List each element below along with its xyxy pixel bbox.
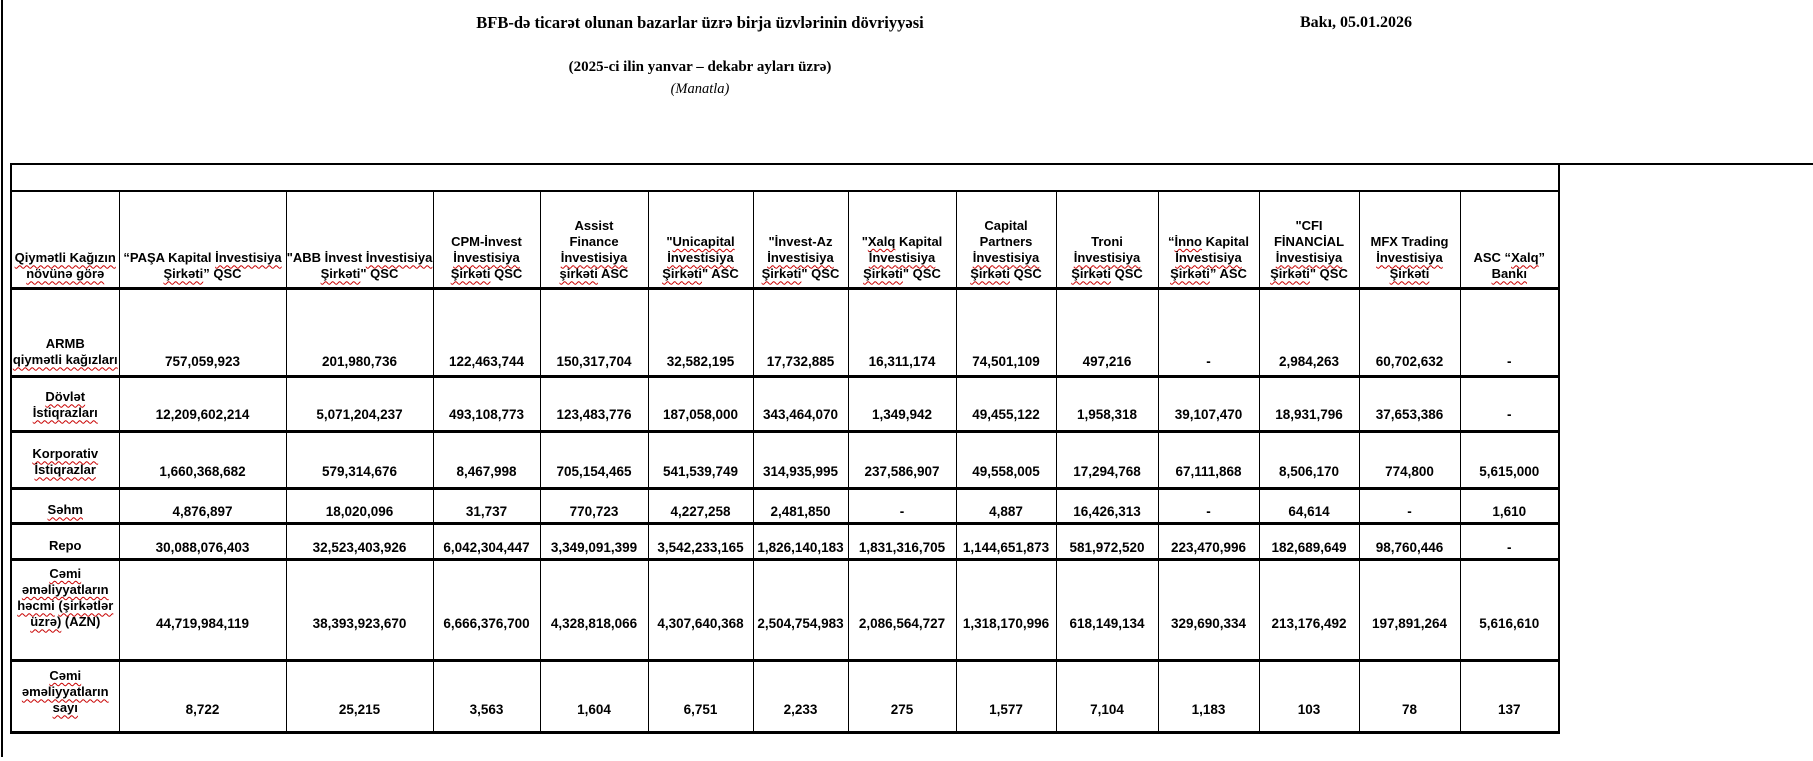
value-cell: 2,086,564,727 (848, 559, 956, 660)
misspelled-word: İnvestisiya Şirkəti (320, 250, 433, 282)
word: " QSC (1309, 266, 1348, 282)
value-cell: 8,722 (119, 660, 286, 732)
misspelled-word: qiymətli kağızları (12, 352, 118, 368)
page-left-edge-line (1, 0, 3, 757)
value-cell: 2,233 (753, 660, 848, 732)
table-row (11, 559, 1559, 660)
misspelled-word: Xalq (867, 234, 896, 250)
company-header-cell (433, 191, 540, 288)
value-cell: 1,577 (956, 660, 1056, 732)
value-cell: 579,314,676 (286, 431, 433, 488)
word: ASC (597, 266, 629, 282)
value-cell: 44,719,984,119 (119, 559, 286, 660)
value-cell: 1,183 (1158, 660, 1259, 732)
value-cell: 8,467,998 (433, 431, 540, 488)
value-cell: 32,523,403,926 (286, 523, 433, 559)
company-header-cell (286, 191, 433, 288)
value-cell: 5,616,610 (1460, 559, 1559, 660)
word: Capital (984, 218, 1028, 234)
misspelled-word: Cəmi əməliyyatların sayı (21, 668, 109, 716)
misspelled-word: İnvestisiya Şirkəti (1170, 250, 1242, 282)
value-cell: - (1359, 488, 1460, 523)
word: QSC (490, 266, 523, 282)
value-cell: 103 (1259, 660, 1359, 732)
word: ARMB (45, 336, 85, 352)
value-cell: 5,071,204,237 (286, 376, 433, 431)
word: " ASC (702, 266, 739, 282)
word: Kapital (1201, 234, 1249, 250)
company-header-cell (956, 191, 1056, 288)
value-cell: 1,144,651,873 (956, 523, 1056, 559)
value-cell: 16,311,174 (848, 288, 956, 376)
word: Finance (569, 234, 619, 250)
value-cell: 223,470,996 (1158, 523, 1259, 559)
value-cell: 38,393,923,670 (286, 559, 433, 660)
value-cell: 7,104 (1056, 660, 1158, 732)
value-cell: 25,215 (286, 660, 433, 732)
value-cell: 213,176,492 (1259, 559, 1359, 660)
table-body (11, 164, 1559, 732)
value-cell: 2,504,754,983 (753, 559, 848, 660)
value-cell: 4,876,897 (119, 488, 286, 523)
value-cell: 49,455,122 (956, 376, 1056, 431)
company-header-cell (540, 191, 648, 288)
misspelled-word: Qiymətli Kağızın növünə görə (14, 250, 116, 282)
misspelled-word: İnno (1174, 234, 1202, 250)
value-cell: 3,563 (433, 660, 540, 732)
value-cell: 314,935,995 (753, 431, 848, 488)
value-cell: 16,426,313 (1056, 488, 1158, 523)
word: Partners (979, 234, 1033, 250)
table-row (11, 523, 1559, 559)
table-top-border-extension (1558, 163, 1813, 165)
value-cell: 1,604 (540, 660, 648, 732)
company-header-cell (648, 191, 753, 288)
value-cell: 6,042,304,447 (433, 523, 540, 559)
table-row (11, 660, 1559, 732)
row-header-cell (11, 431, 119, 488)
row-header-cell (11, 376, 119, 431)
misspelled-word: Cəmi əməliyyatların həcmi (17, 566, 109, 614)
misspelled-word: İnvestisiya Şirkəti (1376, 250, 1443, 282)
value-cell: 497,216 (1056, 288, 1158, 376)
value-cell: 581,972,520 (1056, 523, 1158, 559)
company-header-cell (848, 191, 956, 288)
word: ” QSC (203, 266, 242, 282)
value-cell: - (1158, 288, 1259, 376)
value-cell: 201,980,736 (286, 288, 433, 376)
value-cell: 18,931,796 (1259, 376, 1359, 431)
value-cell: 4,227,258 (648, 488, 753, 523)
company-header-row (11, 191, 1559, 288)
document-subtitle: (2025-ci ilin yanvar – dekabr ayları üzrə) (568, 59, 832, 75)
company-header-cell (1359, 191, 1460, 288)
misspelled-word: İnvestisiya Şirkəti (863, 250, 936, 282)
word: " QSC (902, 266, 941, 282)
word: QSC (1009, 266, 1042, 282)
company-header-cell (119, 191, 286, 288)
misspelled-word: İnvestisiya Şirkəti (1270, 250, 1343, 282)
company-header-cell (1460, 191, 1559, 288)
value-cell: 18,020,096 (286, 488, 433, 523)
value-cell: 64,614 (1259, 488, 1359, 523)
value-cell: 150,317,704 (540, 288, 648, 376)
word: (AZN) (61, 614, 101, 630)
value-cell: 17,294,768 (1056, 431, 1158, 488)
misspelled-word: İnvestisiya Şirkəti (450, 250, 520, 282)
table-row (11, 488, 1559, 523)
value-cell: - (848, 488, 956, 523)
value-cell: - (1460, 523, 1559, 559)
word: " QSC (360, 266, 399, 282)
unit-note: (Manatla) (670, 81, 730, 97)
misspelled-word: Dövlət İstiqrazları (32, 389, 98, 421)
misspelled-word: İnvestisiya Şirkəti (163, 250, 282, 282)
word: ASC “ (1473, 250, 1512, 266)
table-row (11, 376, 1559, 431)
word: " (666, 234, 673, 250)
row-header-cell (11, 559, 119, 660)
value-cell: 12,209,602,214 (119, 376, 286, 431)
value-cell: 122,463,744 (433, 288, 540, 376)
value-cell: 493,108,773 (433, 376, 540, 431)
word: “PAŞA Kapital (123, 250, 216, 266)
value-cell: 2,984,263 (1259, 288, 1359, 376)
value-cell: 6,666,376,700 (433, 559, 540, 660)
word: " (861, 234, 868, 250)
header-strip-cell (11, 164, 1559, 191)
value-cell: 32,582,195 (648, 288, 753, 376)
value-cell: 1,831,316,705 (848, 523, 956, 559)
word: MFX Trading (1370, 234, 1449, 250)
value-cell: 1,958,318 (1056, 376, 1158, 431)
turnover-table (10, 163, 1560, 734)
value-cell: 237,586,907 (848, 431, 956, 488)
word: Assist (574, 218, 614, 234)
word: "CFI FİNANCİAL (1273, 218, 1345, 250)
value-cell: 4,328,818,066 (540, 559, 648, 660)
value-cell: 60,702,632 (1359, 288, 1460, 376)
company-header-cell (753, 191, 848, 288)
value-cell: - (1460, 376, 1559, 431)
value-cell: 1,610 (1460, 488, 1559, 523)
value-cell: 123,483,776 (540, 376, 648, 431)
value-cell: 5,615,000 (1460, 431, 1559, 488)
value-cell: 39,107,470 (1158, 376, 1259, 431)
value-cell: 275 (848, 660, 956, 732)
company-header-cell (1259, 191, 1359, 288)
value-cell: 197,891,264 (1359, 559, 1460, 660)
row-header-cell (11, 488, 119, 523)
table-row (11, 431, 1559, 488)
value-cell: 1,826,140,183 (753, 523, 848, 559)
value-cell: 541,539,749 (648, 431, 753, 488)
misspelled-word: (şirkətlər üzrə) (30, 598, 114, 630)
row-header-cell (11, 660, 119, 732)
word: QSC (1110, 266, 1143, 282)
company-header-cell (1056, 191, 1158, 288)
misspelled-word: Bankı (1491, 266, 1527, 282)
value-cell: - (1158, 488, 1259, 523)
word: " QSC (801, 266, 840, 282)
value-cell: 98,760,446 (1359, 523, 1460, 559)
city-date: Bakı, 05.01.2026 (1300, 14, 1413, 31)
value-cell: 187,058,000 (648, 376, 753, 431)
value-cell: 2,481,850 (753, 488, 848, 523)
value-cell: 74,501,109 (956, 288, 1056, 376)
value-cell: 49,558,005 (956, 431, 1056, 488)
value-cell: 37,653,386 (1359, 376, 1460, 431)
row-header-cell (11, 288, 119, 376)
word: Kapital (895, 234, 943, 250)
value-cell: 1,349,942 (848, 376, 956, 431)
word: ” ASC (1209, 266, 1247, 282)
value-cell: 618,149,134 (1056, 559, 1158, 660)
value-cell: 182,689,649 (1259, 523, 1359, 559)
misspelled-word: Unicapital İnvestisiya Şirkəti (662, 234, 735, 282)
word: "ABB İnvest (286, 250, 366, 266)
word: "İnvest-Az (768, 234, 833, 250)
misspelled-word: İnvestisiya Şirkəti (970, 250, 1040, 282)
value-cell: 770,723 (540, 488, 648, 523)
word: Troni (1091, 234, 1123, 250)
value-cell: 30,088,076,403 (119, 523, 286, 559)
value-cell: 1,318,170,996 (956, 559, 1056, 660)
word: ” (1538, 250, 1546, 266)
value-cell: 329,690,334 (1158, 559, 1259, 660)
word: Repo (49, 538, 82, 554)
row-header-cell (11, 523, 119, 559)
value-cell: 343,464,070 (753, 376, 848, 431)
value-cell: 67,111,868 (1158, 431, 1259, 488)
value-cell: 1,660,368,682 (119, 431, 286, 488)
value-cell: 137 (1460, 660, 1559, 732)
value-cell: 8,506,170 (1259, 431, 1359, 488)
word: “ (1168, 234, 1175, 250)
misspelled-word: Xalq (1511, 250, 1539, 266)
value-cell: 757,059,923 (119, 288, 286, 376)
value-cell: 4,307,640,368 (648, 559, 753, 660)
value-cell: 705,154,465 (540, 431, 648, 488)
value-cell: 17,732,885 (753, 288, 848, 376)
company-header-cell (1158, 191, 1259, 288)
misspelled-word: Səhm (47, 502, 83, 518)
misspelled-word: Korporativ İstiqrazlar (32, 446, 99, 478)
value-cell: 3,542,233,165 (648, 523, 753, 559)
misspelled-word: İnvestisiya şirkəti (559, 250, 628, 282)
value-cell: 6,751 (648, 660, 753, 732)
value-cell: 4,887 (956, 488, 1056, 523)
value-cell: 31,737 (433, 488, 540, 523)
document-title: BFB-də ticarət olunan bazarlar üzrə birja üzvlərinin dövriyyəsi (476, 13, 924, 32)
misspelled-word: İnvestisiya Şirkəti (1071, 250, 1141, 282)
misspelled-word: İnvestisiya Şirkəti (761, 250, 834, 282)
header-strip-row (11, 164, 1559, 191)
value-cell: - (1460, 288, 1559, 376)
word: CPM-İnvest (451, 234, 522, 250)
value-cell: 774,800 (1359, 431, 1460, 488)
table-row (11, 288, 1559, 376)
value-cell: 3,349,091,399 (540, 523, 648, 559)
value-cell: 78 (1359, 660, 1460, 732)
corner-header-cell (11, 191, 119, 288)
